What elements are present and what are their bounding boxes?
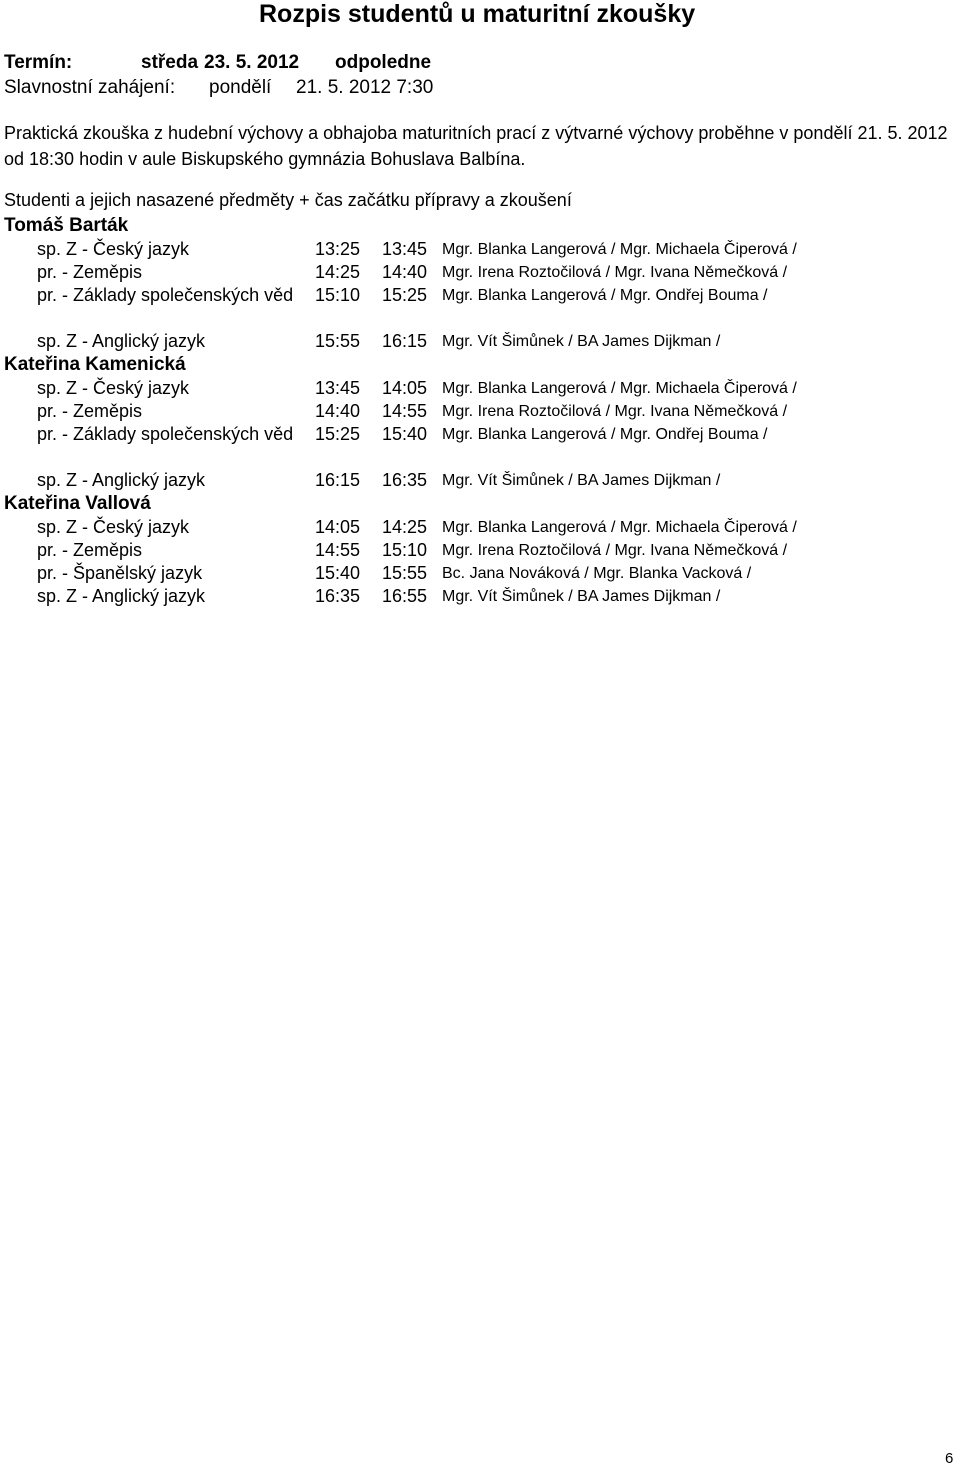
exam-teachers: Mgr. Irena Roztočilová / Mgr. Ivana Němečková /	[442, 264, 788, 281]
exam-time: 14:40	[382, 262, 428, 282]
exam-row	[4, 238, 954, 261]
student-name: Kateřina Vallová	[4, 493, 151, 514]
exam-teachers: Bc. Jana Nováková / Mgr. Blanka Vacková /	[442, 565, 752, 582]
exam-teachers: Mgr. Vít Šimůnek / BA James Dijkman /	[442, 333, 721, 350]
exam-subject: sp. Z - Český jazyk	[37, 378, 190, 398]
schedule-list	[4, 214, 954, 608]
termin-date: 23. 5. 2012	[204, 52, 300, 73]
zahajeni-label: Slavnostní zahájení:	[4, 77, 176, 98]
prep-time: 14:55	[315, 540, 361, 560]
exam-row	[4, 469, 954, 492]
prep-time: 13:45	[315, 378, 361, 398]
zahajeni-datetime: 21. 5. 2012 7:30	[296, 77, 434, 98]
exam-time: 15:10	[382, 540, 428, 560]
student-name: Tomáš Barták	[4, 215, 129, 236]
schedule-subheading: Studenti a jejich nasazené předměty + čas začátku přípravy a zkoušení	[4, 190, 572, 210]
termin-day: středa	[141, 52, 199, 73]
prep-time: 15:25	[315, 424, 361, 444]
exam-time: 15:40	[382, 424, 428, 444]
exam-time: 13:45	[382, 239, 428, 259]
exam-subject: sp. Z - Český jazyk	[37, 239, 190, 259]
prep-time: 15:55	[315, 331, 361, 351]
prep-time: 14:40	[315, 401, 361, 421]
prep-time: 16:35	[315, 586, 361, 606]
exam-teachers: Mgr. Blanka Langerová / Mgr. Michaela Čiperová /	[442, 519, 797, 536]
exam-time: 14:25	[382, 517, 428, 537]
prep-time: 14:05	[315, 517, 361, 537]
prep-time: 15:40	[315, 563, 361, 583]
prep-time: 13:25	[315, 239, 361, 259]
exam-teachers: Mgr. Blanka Langerová / Mgr. Michaela Čiperová /	[442, 241, 797, 258]
termin-label: Termín:	[4, 52, 73, 73]
exam-teachers: Mgr. Blanka Langerová / Mgr. Ondřej Bouma /	[442, 287, 768, 304]
exam-subject: pr. - Španělský jazyk	[37, 563, 203, 583]
exam-row	[4, 330, 954, 353]
page-title: Rozpis studentů u maturitní zkoušky	[259, 0, 696, 28]
exam-row	[4, 562, 954, 585]
exam-subject: sp. Z - Anglický jazyk	[37, 470, 206, 490]
exam-row	[4, 423, 954, 469]
exam-time: 16:35	[382, 470, 428, 490]
termin-part: odpoledne	[335, 52, 432, 73]
exam-subject: pr. - Základy společenských věd	[37, 285, 294, 305]
exam-row	[4, 585, 954, 608]
exam-time: 15:25	[382, 285, 428, 305]
exam-row	[4, 400, 954, 423]
exam-time: 14:55	[382, 401, 428, 421]
exam-subject: pr. - Zeměpis	[37, 540, 143, 560]
exam-subject: sp. Z - Český jazyk	[37, 517, 190, 537]
exam-subject: pr. - Zeměpis	[37, 401, 143, 421]
exam-teachers: Mgr. Vít Šimůnek / BA James Dijkman /	[442, 472, 721, 489]
exam-teachers: Mgr. Irena Roztočilová / Mgr. Ivana Němečková /	[442, 542, 788, 559]
exam-subject: pr. - Zeměpis	[37, 262, 143, 282]
prep-time: 15:10	[315, 285, 361, 305]
exam-date-line	[4, 52, 431, 74]
page-number: 6	[945, 1450, 954, 1467]
exam-subject: sp. Z - Anglický jazyk	[37, 586, 206, 606]
exam-time: 14:05	[382, 378, 428, 398]
exam-time: 16:15	[382, 331, 428, 351]
exam-teachers: Mgr. Irena Roztočilová / Mgr. Ivana Němečková /	[442, 403, 788, 420]
prep-time: 14:25	[315, 262, 361, 282]
exam-time: 16:55	[382, 586, 428, 606]
student-name: Kateřina Kamenická	[4, 354, 186, 375]
exam-teachers: Mgr. Vít Šimůnek / BA James Dijkman /	[442, 588, 721, 605]
exam-teachers: Mgr. Blanka Langerová / Mgr. Michaela Čiperová /	[442, 380, 797, 397]
prep-time: 16:15	[315, 470, 361, 490]
intro-paragraph: Praktická zkouška z hudební výchovy a obhajoba maturitních prací z výtvarné výchovy proběhne v pondělí 21. 5. 2012 od 18:30 hodin v aule Biskupského gymnázia Bohuslava Balbína.	[4, 123, 948, 169]
exam-subject: sp. Z - Anglický jazyk	[37, 331, 206, 351]
exam-row	[4, 516, 954, 539]
zahajeni-day: pondělí	[209, 77, 272, 98]
exam-subject: pr. - Základy společenských věd	[37, 424, 294, 444]
exam-row	[4, 261, 954, 284]
exam-time: 15:55	[382, 563, 428, 583]
exam-row	[4, 284, 954, 330]
exam-row	[4, 539, 954, 562]
opening-line	[4, 77, 433, 99]
exam-teachers: Mgr. Blanka Langerová / Mgr. Ondřej Bouma /	[442, 426, 768, 443]
exam-row	[4, 377, 954, 400]
